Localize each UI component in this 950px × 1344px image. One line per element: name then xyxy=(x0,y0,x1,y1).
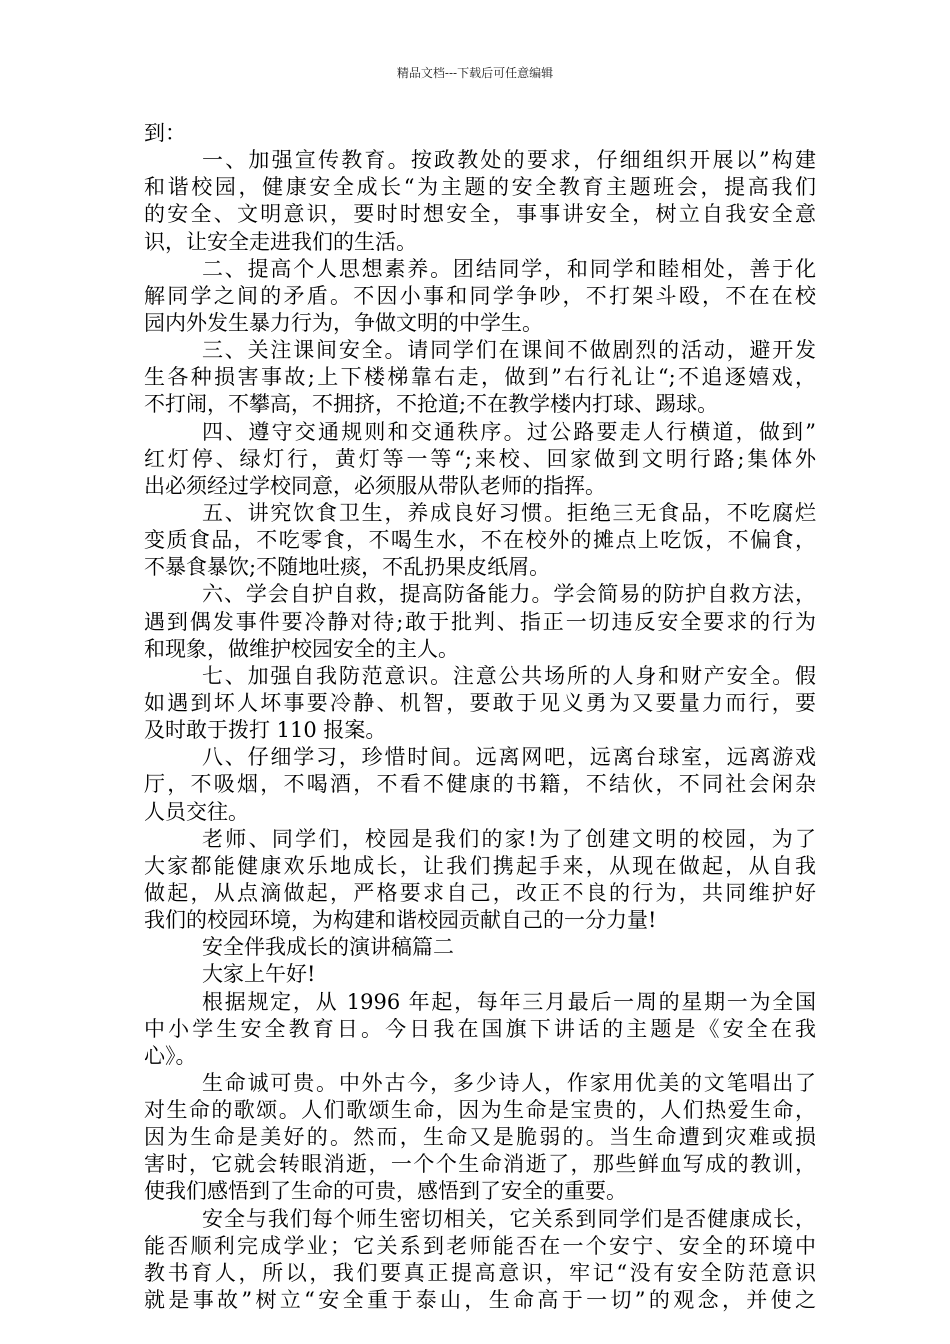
text-line: 一、加强宣传教育。按政教处的要求，仔细组织开展以”构建 xyxy=(202,148,816,173)
text-line: 大家都能健康欢乐地成长，让我们携起手来，从现在做起，从自我 xyxy=(144,853,816,878)
text-line: 解同学之间的矛盾。不因小事和同学争吵，不打架斗殴，不在在校 xyxy=(144,283,816,308)
text-line: 生命诚可贵。中外古今，多少诗人，作家用优美的文笔唱出了 xyxy=(202,1070,816,1095)
document-body xyxy=(144,120,816,1314)
text-line: 和现象，做维护校园安全的主人。 xyxy=(144,636,459,661)
text-line: 二、提高个人思想素养。团结同学，和同学和睦相处，善于化 xyxy=(202,256,816,281)
text-line: 能否顺利完成学业；它关系到老师能否在一个安宁、安全的环境中 xyxy=(144,1233,816,1258)
text-line: 及时敢于拨打 110 报案。 xyxy=(144,718,387,743)
text-line: 不暴食暴饮;不随地吐痰，不乱扔果皮纸屑。 xyxy=(144,555,551,580)
text-line: 我们的校园环境，为构建和谐校园贡献自己的一分力量! xyxy=(144,908,657,933)
text-line: 四、遵守交通规则和交通秩序。过公路要走人行横道，做到” xyxy=(202,419,816,444)
text-line: 出必须经过学校同意，必须服从带队老师的指挥。 xyxy=(144,473,606,498)
text-line: 遇到偶发事件要冷静对待;敢于批判、指正一切违反安全要求的行为 xyxy=(144,609,816,634)
text-line: 心》。 xyxy=(144,1043,197,1068)
text-line: 五、讲究饮食卫生，养成良好习惯。拒绝三无食品，不吃腐烂 xyxy=(202,500,816,525)
text-line: 红灯停、绿灯行，黄灯等一等“;来校、回家做到文明行路;集体外 xyxy=(144,446,816,471)
text-line: 人员交往。 xyxy=(144,799,249,824)
text-line: 老师、同学们，校园是我们的家!为了创建文明的校园，为了 xyxy=(202,826,816,851)
text-line: 做起，从点滴做起，严格要求自己，改正不良的行为，共同维护好 xyxy=(144,880,816,905)
text-line: 对生命的歌颂。人们歌颂生命，因为生命是宝贵的，人们热爱生命， xyxy=(144,1098,816,1123)
text-line: 教书育人，所以，我们要真正提高意识，牢记“没有安全防范意识 xyxy=(144,1260,816,1285)
text-line: 使我们感悟到了生命的可贵，感悟到了安全的重要。 xyxy=(144,1179,627,1204)
text-line: 识，让安全走进我们的生活。 xyxy=(144,229,417,254)
text-line: 就是事故”树立“安全重于泰山，生命高于一切”的观念，并使之 xyxy=(144,1288,816,1313)
text-line: 三、关注课间安全。请同学们在课间不做剧烈的活动，避开发 xyxy=(202,338,816,363)
text-line: 六、学会自护自救，提高防备能力。学会简易的防护自救方法， xyxy=(202,582,816,607)
text-line: 到： xyxy=(144,121,186,145)
page-header: 精品文档---下载后可任意编辑 xyxy=(396,66,554,80)
text-line: 害时，它就会转眼消逝，一个个生命消逝了，那些鲜血写成的教训， xyxy=(144,1152,816,1177)
text-line: 园内外发生暴力行为，争做文明的中学生。 xyxy=(144,310,543,335)
text-line: 不打闹，不攀高，不拥挤，不抢道;不在教学楼内打球、踢球。 xyxy=(144,392,719,417)
text-line: 安全伴我成长的演讲稿篇二 xyxy=(202,935,454,960)
text-line: 安全与我们每个师生密切相关，它关系到同学们是否健康成长， xyxy=(202,1206,816,1231)
text-line: 生各种损害事故;上下楼梯靠右走，做到”右行礼让“;不追逐嬉戏， xyxy=(144,365,816,390)
text-line: 中小学生安全教育日。今日我在国旗下讲话的主题是《安全在我 xyxy=(144,1016,816,1041)
text-line: 根据规定，从 1996 年起，每年三月最后一周的星期一为全国 xyxy=(202,989,816,1014)
text-line: 大家上午好! xyxy=(202,962,316,987)
text-line: 厅，不吸烟，不喝酒，不看不健康的书籍，不结伙，不同社会闲杂 xyxy=(144,772,816,797)
text-line: 和谐校园，健康安全成长“为主题的安全教育主题班会，提高我们 xyxy=(144,175,816,200)
text-line: 七、加强自我防范意识。注意公共场所的人身和财产安全。假 xyxy=(202,663,816,688)
text-line: 变质食品，不吃零食，不喝生水，不在校外的摊点上吃饭，不偏食， xyxy=(144,528,816,553)
text-line: 因为生命是美好的。然而，生命又是脆弱的。当生命遭到灾难或损 xyxy=(144,1125,816,1150)
text-line: 的安全、文明意识，要时时想安全，事事讲安全，树立自我安全意 xyxy=(144,202,816,227)
text-line: 如遇到坏人坏事要冷静、机智，要敢于见义勇为又要量力而行，要 xyxy=(144,690,816,715)
text-line: 八、仔细学习，珍惜时间。远离网吧，远离台球室，远离游戏 xyxy=(202,745,816,770)
